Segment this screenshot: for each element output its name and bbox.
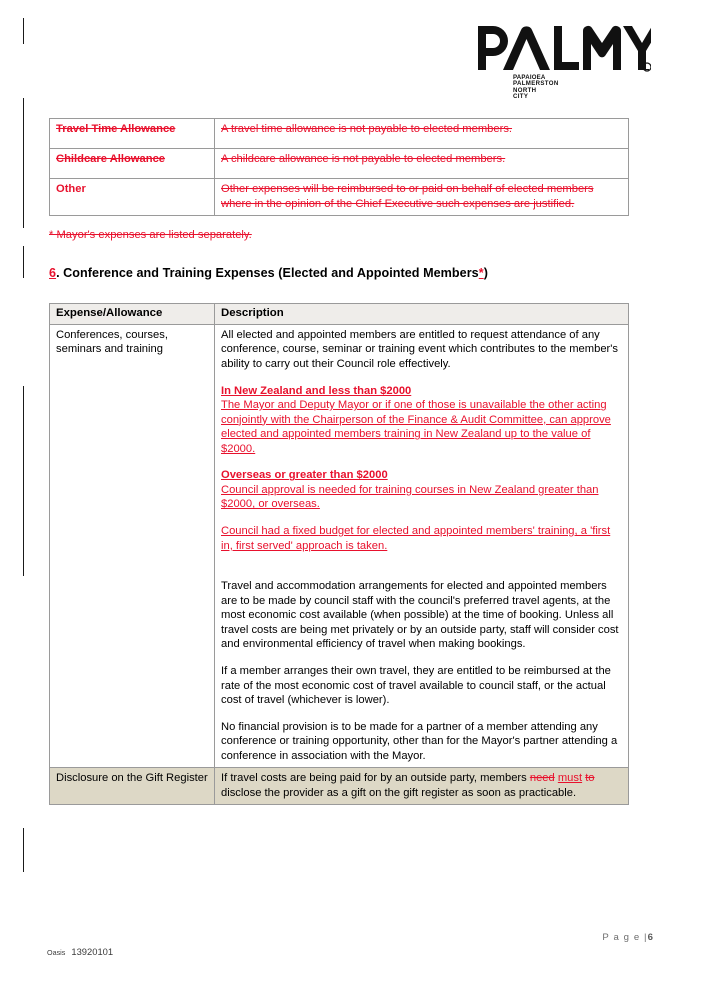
section-asterisk: * bbox=[478, 266, 484, 280]
table-row bbox=[50, 324, 629, 768]
allowance-label-cell bbox=[50, 149, 215, 179]
inserted-paragraph: Council had a fixed budget for elected and appointed members' training, a 'first in, first served' approach is taken. bbox=[221, 525, 611, 552]
section-number: 6 bbox=[49, 266, 57, 280]
description-paragraph: Travel and accommodation arrangements for elected and appointed members are to be made by council staff with the council's preferred travel agents, at the most economic cost available (when possible) at the time of booking. Unless all travel costs are being met privately or by an outside party, staff will consider cost and environmental efficiency of travel when making bookings. bbox=[221, 580, 619, 651]
description-paragraph: If a member arranges their own travel, they are entitled to be reimbursed at the rate of the most economic cost of travel available to council staff, or the actual cost of travel (whichever is lower). bbox=[221, 664, 611, 707]
table-row bbox=[50, 179, 629, 216]
inserted-paragraph: Council approval is needed for training courses in New Zealand greater than $2000, or overseas. bbox=[221, 483, 599, 511]
section-title-text: . Conference and Training Expenses (Elected and Appointed Members bbox=[56, 266, 479, 280]
allowance-label: Travel Time Allowance bbox=[56, 123, 176, 135]
footer-document-reference bbox=[47, 946, 113, 957]
description-paragraph: No financial provision is to be made for a partner of a member attending any conference or training opportunity, other than for the Mayor's partner attending a conference in association with the Mayor. bbox=[221, 720, 618, 762]
deleted-word: to bbox=[585, 772, 595, 785]
change-bar bbox=[23, 18, 24, 44]
allowance-label: Childcare Allowance bbox=[56, 153, 166, 165]
inserted-subheading: Overseas or greater than $2000 bbox=[221, 469, 388, 482]
table-header-row bbox=[50, 304, 629, 325]
footer-page-label: P a g e | bbox=[602, 932, 648, 943]
footer-oasis-label: Oasis bbox=[47, 948, 66, 957]
inserted-word: must bbox=[557, 772, 583, 785]
allowance-description: A travel time allowance is not payable to elected members. bbox=[221, 123, 513, 135]
description-paragraph: All elected and appointed members are entitled to request attendance of any conference, course, seminar or training event which contributes to the member's ability to carry out their Council role effectively. bbox=[221, 328, 618, 370]
allowance-label-cell bbox=[50, 119, 215, 149]
table-row bbox=[50, 119, 629, 149]
column-header-expense-allowance: Expense/Allowance bbox=[50, 304, 215, 325]
change-bar bbox=[23, 246, 24, 278]
section-close-paren: ) bbox=[483, 266, 488, 280]
allowance-description-cell bbox=[215, 119, 629, 149]
inserted-subheading: In New Zealand and less than $2000 bbox=[221, 384, 412, 397]
inserted-paragraph: The Mayor and Deputy Mayor or if one of those is unavailable the other acting conjointly with the Chairperson of the Finance & Audit Committee, can approve elected and appointed members training in New Zealand up to the value of $2000. bbox=[221, 399, 611, 455]
logo-subtitle-line-1: PAPAIOEA bbox=[513, 74, 546, 81]
allowance-description-cell bbox=[215, 179, 629, 216]
allowance-description: A childcare allowance is not payable to elected members. bbox=[221, 153, 506, 165]
deleted-word: need bbox=[529, 772, 555, 785]
table-row bbox=[50, 149, 629, 179]
mayor-expenses-note-text: * Mayor's expenses are listed separately. bbox=[49, 229, 252, 241]
expense-label-cell: Conferences, courses, seminars and training bbox=[50, 324, 215, 768]
gift-register-description-cell bbox=[215, 768, 629, 805]
allowance-description: Other expenses will be reimbursed to or paid on behalf of elected members where in the opinion of the Chief Executive such expenses are justified. bbox=[221, 183, 594, 210]
column-header-description: Description bbox=[215, 304, 629, 325]
expense-description-cell bbox=[215, 324, 629, 768]
allowance-label: Other bbox=[56, 183, 86, 195]
description-part: If travel costs are being paid for by an outside party, members bbox=[221, 772, 530, 785]
allowance-description-cell bbox=[215, 149, 629, 179]
palmy-wordmark-icon bbox=[475, 22, 651, 74]
gift-register-label-cell: Disclosure on the Gift Register bbox=[50, 768, 215, 805]
conference-expenses-table bbox=[49, 303, 629, 805]
logo-subtitle-line-4: CITY bbox=[513, 92, 529, 100]
logo-subtitle-line-2: PALMERSTON bbox=[513, 80, 559, 88]
footer-oasis-id: 13920101 bbox=[71, 946, 114, 957]
footer-page-indicator bbox=[602, 932, 653, 943]
change-bar bbox=[23, 386, 24, 576]
allowance-label-cell bbox=[50, 179, 215, 216]
page-title bbox=[49, 266, 488, 280]
change-bar bbox=[23, 828, 24, 872]
logo-subtitle-line-3: NORTH bbox=[513, 86, 537, 94]
allowance-table bbox=[49, 118, 629, 216]
change-bar bbox=[23, 98, 24, 228]
logo-subtitle bbox=[475, 75, 655, 100]
mayor-expenses-note bbox=[49, 228, 252, 243]
paragraph-spacer bbox=[221, 565, 623, 579]
description-part: disclose the provider as a gift on the gift register as soon as practicable. bbox=[221, 786, 577, 799]
table-row bbox=[50, 768, 629, 805]
footer-page-number: 6 bbox=[647, 932, 653, 943]
palmy-logo bbox=[475, 22, 655, 100]
